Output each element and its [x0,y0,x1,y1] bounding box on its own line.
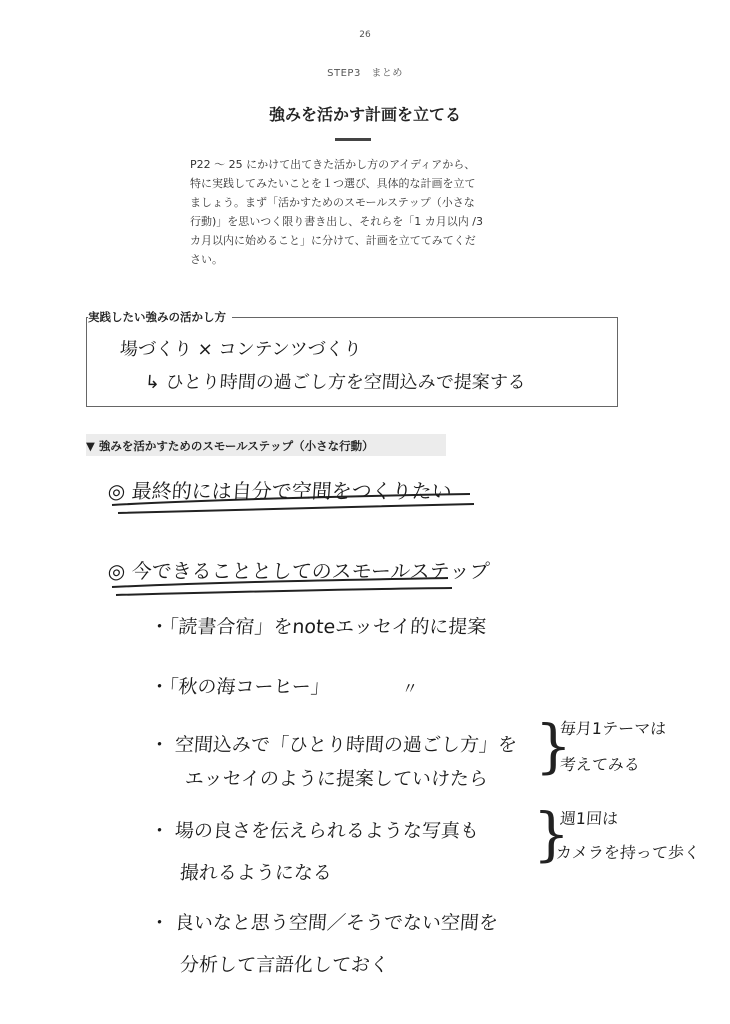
step-item-space-essay-line2: エッセイのように提案していけたら [184,768,489,790]
page-title: 強みを活かす計画を立てる [268,105,461,124]
ditto-mark: 〃 [401,679,419,698]
step-item-photos-line1: ・ 場の良さを伝えられるような写真も [149,820,480,842]
page-number: 26 [359,30,371,40]
step-item-autumn-sea-coffee: ・「秋の海コーヒー」 [149,676,331,698]
practice-section-label: 実践したい強みの活かし方 [88,309,232,325]
intro-paragraph [190,155,530,269]
brace-icon: } [535,712,572,780]
intro-line: P22 〜 25 にかけて出てきた活かし方のアイディアから、 [190,158,476,171]
intro-line: 行動)」を思いつく限り書き出し、それらを「1 カ月以内 /3 [190,215,483,228]
goal-small-steps: ◎ 今できることとしてのスモールステップ [107,559,491,583]
goal-now-underline-2 [116,588,452,595]
side-note-monthly-line2: 考えてみる [559,755,641,774]
step-item-analysis-line2: 分析して言語化しておく [179,954,390,976]
side-note-weekly-line1: 週1回は [559,809,619,828]
step-item-analysis-line1: ・ 良いなと思う空間／そうでない空間を [149,912,499,934]
steps-header: ▼ 強みを活かすためのスモールステップ（小さな行動） [86,439,374,453]
side-note-weekly-line2: カメラを持って歩く [555,843,701,862]
intro-line: カ月以内に始めること」に分けて、計画を立ててみてくだ [190,234,476,247]
step-item-photos-line2: 撮れるようになる [179,862,333,884]
side-note-monthly-line1: 毎月1テーマは [559,719,667,738]
intro-line: ましょう。まず「活かすためのスモールステップ（小さな [190,196,475,209]
practice-handwritten-line1: 場づくり × コンテンツづくり [119,339,363,360]
step-item-reading-camp: ・「読書合宿」をnoteエッセイ的に提案 [149,616,488,638]
practice-handwritten-line2: ↳ ひとり時間の過ごし方を空間込みで提案する [144,372,527,393]
brace-icon: } [533,800,570,868]
intro-line: さい。 [190,253,223,266]
step-item-space-essay-line1: ・ 空間込みで「ひとり時間の過ごし方」を [149,734,518,756]
title-underline [335,138,371,141]
intro-line: 特に実践してみたいことを１つ選び、具体的な計画を立て [190,177,476,190]
goal-final-underline-2 [118,504,474,513]
goal-final: ◎ 最終的には自分で空間をつくりたい [107,479,453,503]
step-label: STEP3 まとめ [327,68,403,79]
